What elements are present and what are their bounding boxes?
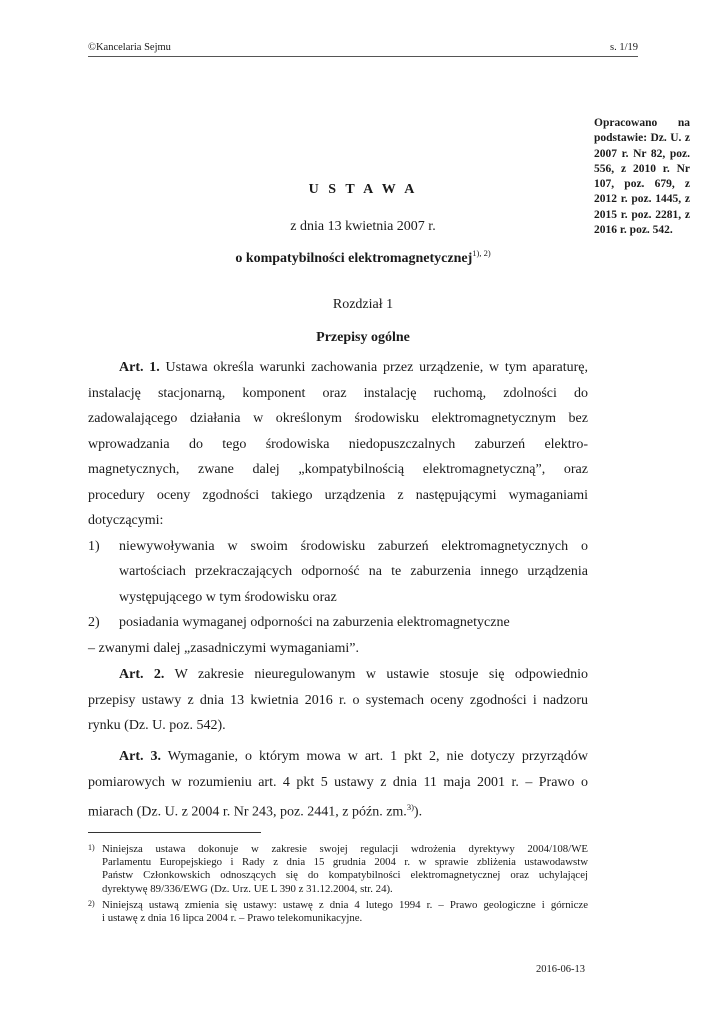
article-1-line: zadowalającego działania w określonym środowisku elektromagnetycznym bez xyxy=(88,411,588,426)
list-item-number: 1) xyxy=(88,538,100,554)
list-item: 1) niewywoływania w swoim środowisku zaburzeń elektromagnetycznych o wartościach przekraczających odporność na te zaburzenia innego urządzenia występującego w tym środowisku oraz xyxy=(88,534,588,611)
footnote-mark: 1) xyxy=(88,843,95,852)
article-1-line: instalację stacjonarną, komponent oraz instalację ruchomą, zdolności do xyxy=(88,385,588,401)
article-1-line: dotyczącymi: xyxy=(88,513,164,528)
article-2-line: przepisy ustawy z dnia 13 kwietnia 2016 r. o systemach oceny zgodności i nadzoru xyxy=(88,692,588,708)
article-1-line: magnetycznych, zwane dalej „kompatybilnością elektromagnetyczną”, oraz xyxy=(88,462,588,477)
act-subject-text: o kompatybilności elektromagnetycznej xyxy=(235,251,473,266)
article-1 xyxy=(88,355,588,661)
article-2-label: Art. 2. xyxy=(119,667,165,682)
footnote-ref[interactable]: 3) xyxy=(406,802,414,812)
source-note: Opracowano na podstawie: Dz. U. z 2007 r. Nr 82, poz. 556, z 2010 r. Nr 107, poz. 679, z 2012 r. poz. 1445, z 2015 r. poz. 2281, z 2016 r. poz. 542. xyxy=(594,117,690,237)
act-type: U S T A W A xyxy=(308,182,418,197)
act-date: z dnia 13 kwietnia 2007 r. xyxy=(290,219,436,234)
footnote: 2) Niniejszą ustawą zmienia się ustawy: ustawę z dnia 4 lutego 1994 r. – Prawo geologiczne i górnicze i ustawę z dnia 16 lipca 2004 r. – Prawo telekomunikacyjne. xyxy=(88,899,588,925)
footnote-mark: 2) xyxy=(88,899,95,908)
list-item: 2) posiadania wymaganej odporności na zaburzenia elektromagnetyczne xyxy=(88,610,588,636)
header-publisher: ©Kancelaria Sejmu xyxy=(88,42,171,53)
chapter-number: Rozdział 1 xyxy=(332,297,394,312)
article-2-line: rynku (Dz. U. poz. 542). xyxy=(88,718,226,733)
document-date: 2016-06-13 xyxy=(536,964,585,975)
article-3-line: pomiarowych w rozumieniu art. 4 pkt 5 ustawy z dnia 11 maja 2001 r. – Prawo o xyxy=(88,774,588,790)
article-1-line: Art. 1. Ustawa określa warunki zachowania przez urządzenie, w tym aparaturę, xyxy=(119,360,588,375)
act-subject-footnote-refs[interactable]: 1), 2) xyxy=(472,248,491,258)
page-header xyxy=(88,40,638,57)
article-3 xyxy=(88,744,588,825)
article-3-line: Art. 3. Wymaganie, o którym mowa w art. 1 pkt 2, nie dotyczy przyrządów xyxy=(119,749,588,764)
article-1-label: Art. 1. xyxy=(119,360,160,375)
chapter-title: Przepisy ogólne xyxy=(316,330,410,345)
list-item-number: 2) xyxy=(88,615,100,630)
footnote: 1) Niniejsza ustawa dokonuje w zakresie swojej regulacji wdrożenia dyrektywy 2004/108/WE Parlamentu Europejskiego i Rady z dnia 15 grudnia 2004 r. w sprawie zbliżenia ustawodawstw Państw Członkowskich odnoszących się do kompatybilności elektromagnetycznej oraz uchylającej dyrektywę 89/336/EWG (Dz. Urz. UE L 390 z 31.12.2004, str. 24). xyxy=(88,843,588,895)
article-1-line: procedury oceny zgodności takiego urządzenia z następującymi wymaganiami xyxy=(88,487,588,503)
act-subject xyxy=(88,248,638,267)
page-number: s. 1/19 xyxy=(609,42,638,53)
article-3-label: Art. 3. xyxy=(119,749,161,764)
article-1-closing: – zwanymi dalej „zasadniczymi wymaganiami”. xyxy=(88,640,359,656)
article-3-line: miarach (Dz. U. z 2004 r. Nr 243, poz. 2441, z późn. zm.$^{3)}$). xyxy=(88,802,423,820)
article-2 xyxy=(88,662,588,739)
article-2-line: Art. 2. W zakresie nieuregulowanym w ustawie stosuje się odpowiednio xyxy=(119,667,588,682)
article-1-line: wprowadzania do tego środowiska niedopuszczalnych zaburzeń elektro- xyxy=(88,436,588,452)
footnote-separator xyxy=(88,832,261,833)
